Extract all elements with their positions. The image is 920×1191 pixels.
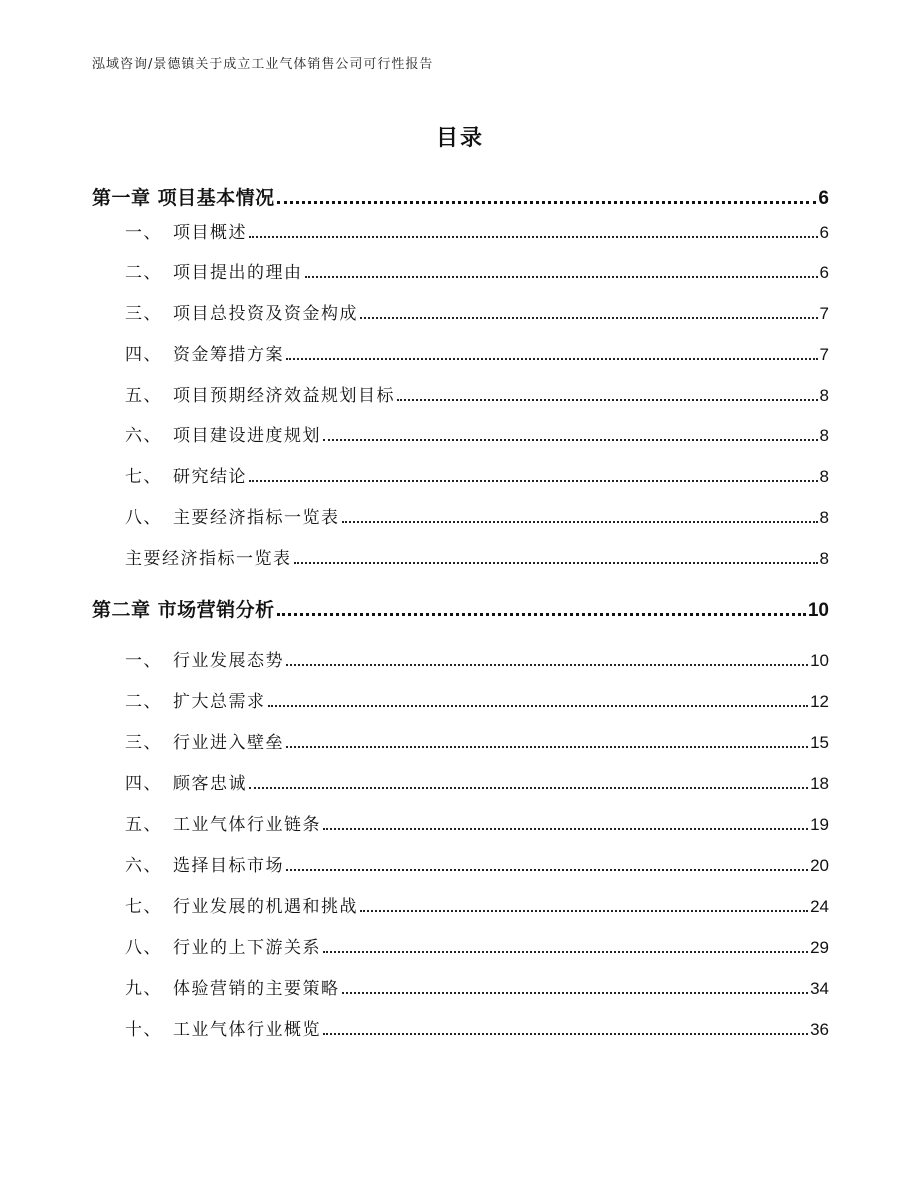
toc-entry-page-number: 12 <box>810 692 829 711</box>
dot-leader <box>286 358 818 360</box>
toc-entry-number: 十、 <box>125 1020 162 1040</box>
dot-leader <box>268 705 809 707</box>
toc-section-entry[interactable] <box>125 852 829 876</box>
toc-entry-page-number: 8 <box>819 467 829 486</box>
toc-entry-page-number: 34 <box>810 979 829 998</box>
toc-section-entry[interactable] <box>125 688 829 712</box>
toc-entry-title: 研究结论 <box>173 467 247 487</box>
toc-section-entry[interactable] <box>125 893 829 917</box>
toc-entry-title: 主要经济指标一览表 <box>173 508 340 528</box>
dot-leader <box>286 664 808 666</box>
toc-entry-title: 项目建设进度规划 <box>173 426 321 446</box>
toc-entry-page-number: 7 <box>819 345 829 364</box>
toc-section-entry[interactable] <box>125 975 829 999</box>
toc-entry-number: 九、 <box>125 979 162 999</box>
toc-entry-label <box>92 183 275 210</box>
toc-entry-number: 一、 <box>125 651 162 671</box>
toc-entry-number: 四、 <box>125 345 162 365</box>
dot-leader <box>249 236 818 238</box>
toc-entry-number: 七、 <box>125 467 162 487</box>
toc-entry-page-number: 8 <box>819 549 829 568</box>
toc-entry-title: 项目预期经济效益规划目标 <box>173 386 395 406</box>
toc-section-entry[interactable] <box>125 545 829 569</box>
toc-entry-number: 二、 <box>125 263 162 283</box>
toc-section-entry[interactable] <box>125 382 829 406</box>
toc-entry-label <box>125 218 247 243</box>
dot-leader <box>342 992 809 994</box>
toc-section-entry[interactable] <box>125 341 829 365</box>
dot-leader <box>342 521 818 523</box>
toc-chapter-entry[interactable] <box>92 596 829 622</box>
toc-section-entry[interactable] <box>125 1016 829 1040</box>
toc-entry-label <box>125 851 284 876</box>
toc-entry-title: 第一章 项目基本情况 <box>92 187 275 209</box>
toc-entry-page-number: 8 <box>819 386 829 405</box>
toc-entry-page-number: 8 <box>819 508 829 527</box>
toc-entry-title: 工业气体行业链条 <box>173 815 321 835</box>
toc-entry-page-number: 10 <box>810 651 829 670</box>
toc-entry-title: 第二章 市场营销分析 <box>92 599 275 621</box>
toc-entry-title: 行业进入壁垒 <box>173 733 284 753</box>
toc-entry-page-number: 29 <box>810 938 829 957</box>
toc-section-entry[interactable] <box>125 729 829 753</box>
toc-section-entry[interactable] <box>125 770 829 794</box>
toc-entry-title: 项目总投资及资金构成 <box>173 304 358 324</box>
toc-entry-page-number: 6 <box>819 223 829 242</box>
dot-leader <box>397 399 818 401</box>
dot-leader <box>360 317 818 319</box>
toc-entry-label <box>125 646 284 671</box>
toc-entry-page-number: 19 <box>810 815 829 834</box>
dot-leader <box>323 439 818 441</box>
toc-entry-label <box>125 810 321 835</box>
dot-leader <box>249 480 818 482</box>
toc-entry-label <box>125 892 358 917</box>
toc-entry-title: 选择目标市场 <box>173 856 284 876</box>
toc-entry-title: 工业气体行业概览 <box>173 1020 321 1040</box>
dot-leader <box>360 910 808 912</box>
toc-entry-label <box>125 728 284 753</box>
toc-entry-number: 二、 <box>125 692 162 712</box>
toc-entry-label <box>125 421 321 446</box>
toc-entry-title: 行业发展态势 <box>173 651 284 671</box>
toc-entry-page-number: 8 <box>819 426 829 445</box>
toc-section-entry[interactable] <box>125 259 829 283</box>
dot-leader <box>323 951 808 953</box>
toc-entry-label <box>125 974 340 999</box>
toc-entry-label <box>125 462 247 487</box>
toc-entry-label <box>125 544 292 569</box>
toc-entry-title: 主要经济指标一览表 <box>125 549 292 569</box>
toc-entry-page-number: 24 <box>810 897 829 916</box>
toc-section-entry[interactable] <box>125 504 829 528</box>
toc-entry-title: 资金筹措方案 <box>173 345 284 365</box>
toc-entry-number: 三、 <box>125 304 162 324</box>
toc-entry-label <box>125 933 321 958</box>
toc-entry-title: 项目提出的理由 <box>173 263 303 283</box>
toc-entry-page-number: 6 <box>819 263 829 282</box>
toc-entry-number: 七、 <box>125 897 162 917</box>
dot-leader <box>249 787 808 789</box>
toc-entry-label <box>125 687 266 712</box>
running-header: 泓域咨询/景德镇关于成立工业气体销售公司可行性报告 <box>92 57 434 72</box>
toc-entry-number: 四、 <box>125 774 162 794</box>
toc-entry-number: 三、 <box>125 733 162 753</box>
toc-entry-page-number: 18 <box>810 774 829 793</box>
toc-entry-page-number: 36 <box>810 1020 829 1039</box>
toc-entry-label <box>92 595 275 622</box>
toc-entry-label <box>125 258 303 283</box>
dot-leader <box>323 1033 808 1035</box>
toc-entry-page-number: 7 <box>819 304 829 323</box>
toc-entry-label <box>125 340 284 365</box>
toc-section-entry[interactable] <box>125 422 829 446</box>
toc-entry-title: 项目概述 <box>173 223 247 243</box>
toc-entry-label <box>125 1015 321 1040</box>
toc-title: 目录 <box>435 126 484 151</box>
toc-entry-page-number: 10 <box>807 600 829 621</box>
toc-entry-title: 行业发展的机遇和挑战 <box>173 897 358 917</box>
toc-entry-label <box>125 381 395 406</box>
toc-entry-label <box>125 299 358 324</box>
toc-entry-number: 六、 <box>125 426 162 446</box>
dot-leader <box>277 613 806 616</box>
toc-entry-title: 体验营销的主要策略 <box>173 979 340 999</box>
toc-entry-label <box>125 769 247 794</box>
toc-entry-title: 行业的上下游关系 <box>173 938 321 958</box>
dot-leader <box>277 201 817 204</box>
toc-entry-title: 扩大总需求 <box>173 692 266 712</box>
toc-entry-number: 八、 <box>125 508 162 528</box>
toc-section-entry[interactable] <box>125 219 829 243</box>
toc-section-entry[interactable] <box>125 463 829 487</box>
toc-entry-number: 六、 <box>125 856 162 876</box>
toc-section-entry[interactable] <box>125 934 829 958</box>
toc-chapter-entry[interactable] <box>92 184 829 210</box>
dot-leader <box>305 276 818 278</box>
toc-entry-number: 一、 <box>125 223 162 243</box>
toc-section-entry[interactable] <box>125 647 829 671</box>
dot-leader <box>286 869 808 871</box>
toc-entry-page-number: 15 <box>810 733 829 752</box>
toc-entry-label <box>125 503 340 528</box>
toc-entry-number: 五、 <box>125 386 162 406</box>
toc-entry-page-number: 6 <box>818 188 829 209</box>
toc-entry-title: 顾客忠诚 <box>173 774 247 794</box>
toc-section-entry[interactable] <box>125 300 829 324</box>
toc-entry-number: 八、 <box>125 938 162 958</box>
dot-leader <box>294 562 818 564</box>
dot-leader <box>286 746 808 748</box>
toc-section-entry[interactable] <box>125 811 829 835</box>
toc-entry-number: 五、 <box>125 815 162 835</box>
toc-entry-page-number: 20 <box>810 856 829 875</box>
dot-leader <box>323 828 808 830</box>
